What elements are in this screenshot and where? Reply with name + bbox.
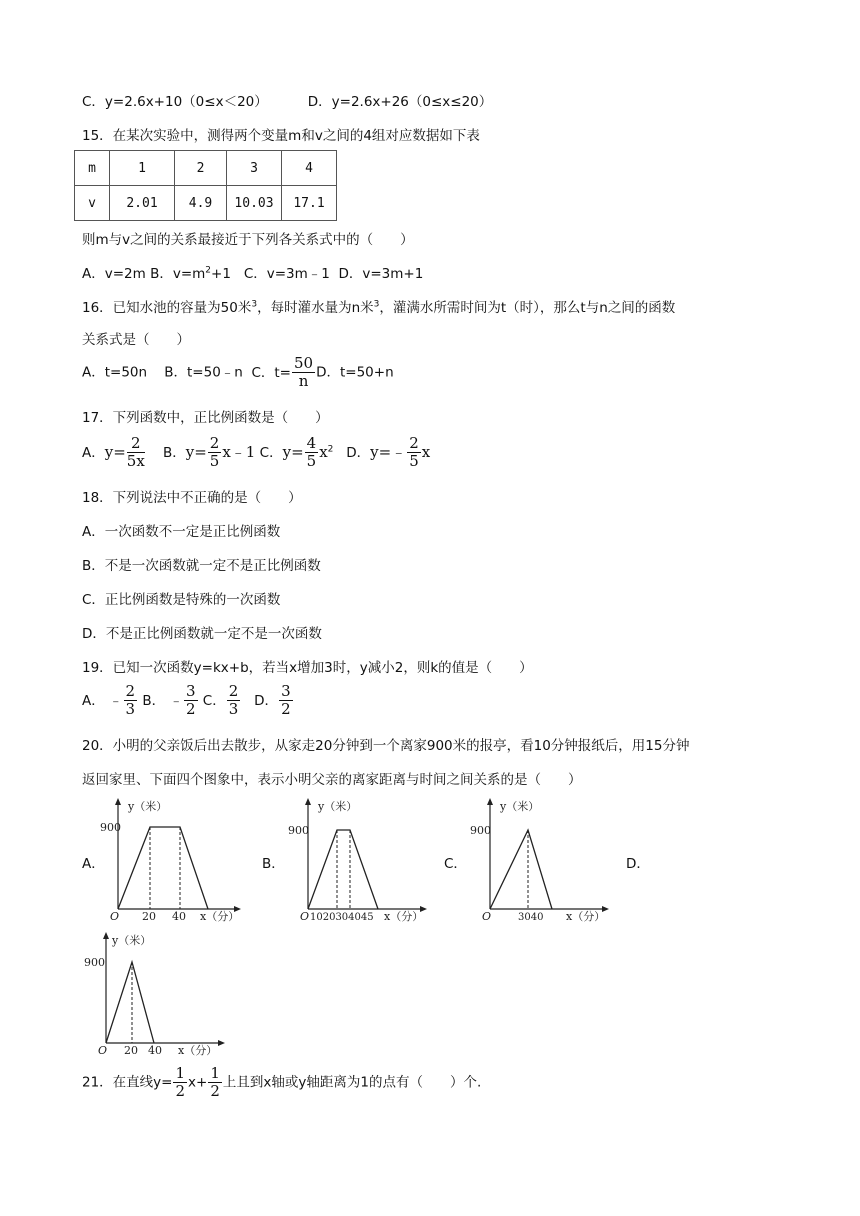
q17-option-c: C．y= $\frac{4}{5}$ $x^2$ [259,434,334,470]
svg-text:O: O [110,910,120,923]
q17-stem: 17．下列函数中，正比例函数是（ ） [82,410,329,426]
graph-a [98,796,242,924]
svg-text:O: O [300,910,310,923]
graph-c [466,796,610,924]
table-cell: 17.1 [282,186,337,221]
q20-line2: 返回家里、下面四个图象中，表示小明父亲的离家距离与时间之间关系的是（ ） [82,772,582,788]
table-row-m [75,151,337,186]
svg-text:x（分）: x（分） [384,910,424,923]
q18-option-c: C．正比例函数是特殊的一次函数 [82,592,281,608]
q16-line1: 16．已知水池的容量为50米$^3$，每时灌水量为n米$^3$，灌满水所需时间为t（时），那么t与n之间的函数 [82,299,676,316]
q16-option-b: B．t=50﹣n [164,364,243,381]
q15-option-a: A．v=2m [82,266,146,282]
q14-option-d: D．y=2.6x+26（0≤x≤20） [307,94,493,110]
svg-text:900: 900 [288,824,309,837]
q18-option-d: D．不是正比例函数就一定不是一次函数 [82,626,322,642]
table-row-v [75,186,337,221]
svg-text:y（米）: y（米） [500,800,540,813]
table-cell: 4 [282,151,337,186]
graph-label-b: B． [262,856,285,872]
q19-stem: 19．已知一次函数y=kx+b，若当x增加3时，y减小2，则k的值是（ ） [82,660,533,676]
table-cell: m [75,151,110,186]
q20-line1: 20．小明的父亲饭后出去散步，从家走20分钟到一个离家900米的报亭，看10分钟报纸后，用15分钟 [82,738,690,754]
svg-text:40: 40 [148,1044,162,1057]
graph-d [82,930,226,1058]
svg-text:900: 900 [100,821,121,834]
svg-text:40: 40 [172,910,186,923]
svg-text:y（米）: y（米） [112,934,152,947]
svg-text:x（分）: x（分） [566,910,606,923]
graph-label-c: C． [444,856,467,872]
q17-option-d: D．y=﹣ $\frac{2}{5}$ x [346,434,431,470]
graph-label-a: A． [82,856,105,872]
table-cell: 3 [227,151,282,186]
q16-option-a: A．t=50n [82,364,148,381]
svg-text:900: 900 [470,824,491,837]
q19-option-a: A． ﹣ $\frac{2}{3}$ [82,682,136,718]
q18-option-a: A．一次函数不一定是正比例函数 [82,524,281,540]
svg-text:900: 900 [84,956,105,969]
table-cell: v [75,186,110,221]
table-cell: 2.01 [110,186,175,221]
table-cell: 10.03 [227,186,282,221]
q18-option-b: B．不是一次函数就一定不是正比例函数 [82,558,321,574]
q15-option-d: D．v=3m+1 [338,266,424,282]
q14-option-c: C．y=2.6x+10（0≤x＜20） [82,94,268,110]
q19-option-d: D． $\frac{3}{2}$ [254,682,291,718]
q19-option-c: C． $\frac{2}{3}$ [202,682,239,718]
q19-options [82,684,294,717]
q16-option-d: D．t=50+n [316,364,394,381]
q15-question: 则m与v之间的关系最接近于下列各关系式中的（ ） [82,232,414,248]
svg-text:20: 20 [124,1044,138,1057]
q14-options [82,90,492,110]
q15-option-c: C．v=3m﹣1 [243,266,330,282]
q17-option-a: A．y= $\frac{2}{5x}$ [82,434,145,470]
q21-stem: 21．在直线y= $\frac{1}{2}$ x+ $\frac{1}{2}$ 上且到x轴或y轴距离为1的点有（ ）个. [82,1064,482,1100]
q16-option-c: C．t= $\frac{50}{n}$ [251,354,314,390]
svg-text:x（分）: x（分） [178,1044,218,1057]
table-cell: 4.9 [175,186,227,221]
table-cell: 2 [175,151,227,186]
q15-table [74,150,337,221]
svg-text:O: O [98,1044,108,1057]
q17-options [82,436,430,469]
q16-line2: 关系式是（ ） [82,332,190,348]
svg-text:y（米）: y（米） [128,800,168,813]
graph-b [284,796,428,924]
q15-options [82,262,423,282]
q18-stem: 18．下列说法中不正确的是（ ） [82,490,302,506]
svg-text:x（分）: x（分） [200,910,240,923]
q17-option-b: B．y= $\frac{2}{5}$ x﹣1 [162,434,256,470]
svg-text:20: 20 [142,910,156,923]
table-cell: 1 [110,151,175,186]
graph-label-d: D． [626,856,650,872]
svg-text:3040: 3040 [518,912,544,923]
svg-text:y（米）: y（米） [318,800,358,813]
q15-stem: 15．在某次实验中，测得两个变量m和v之间的4组对应数据如下表 [82,128,480,144]
svg-text:O: O [482,910,492,923]
q15-option-b: B．$v=m^2+1$ [150,265,231,282]
svg-text:1020304045: 1020304045 [310,912,374,923]
q16-options [82,356,394,389]
q19-option-b: B． ﹣ $\frac{3}{2}$ [142,682,196,718]
